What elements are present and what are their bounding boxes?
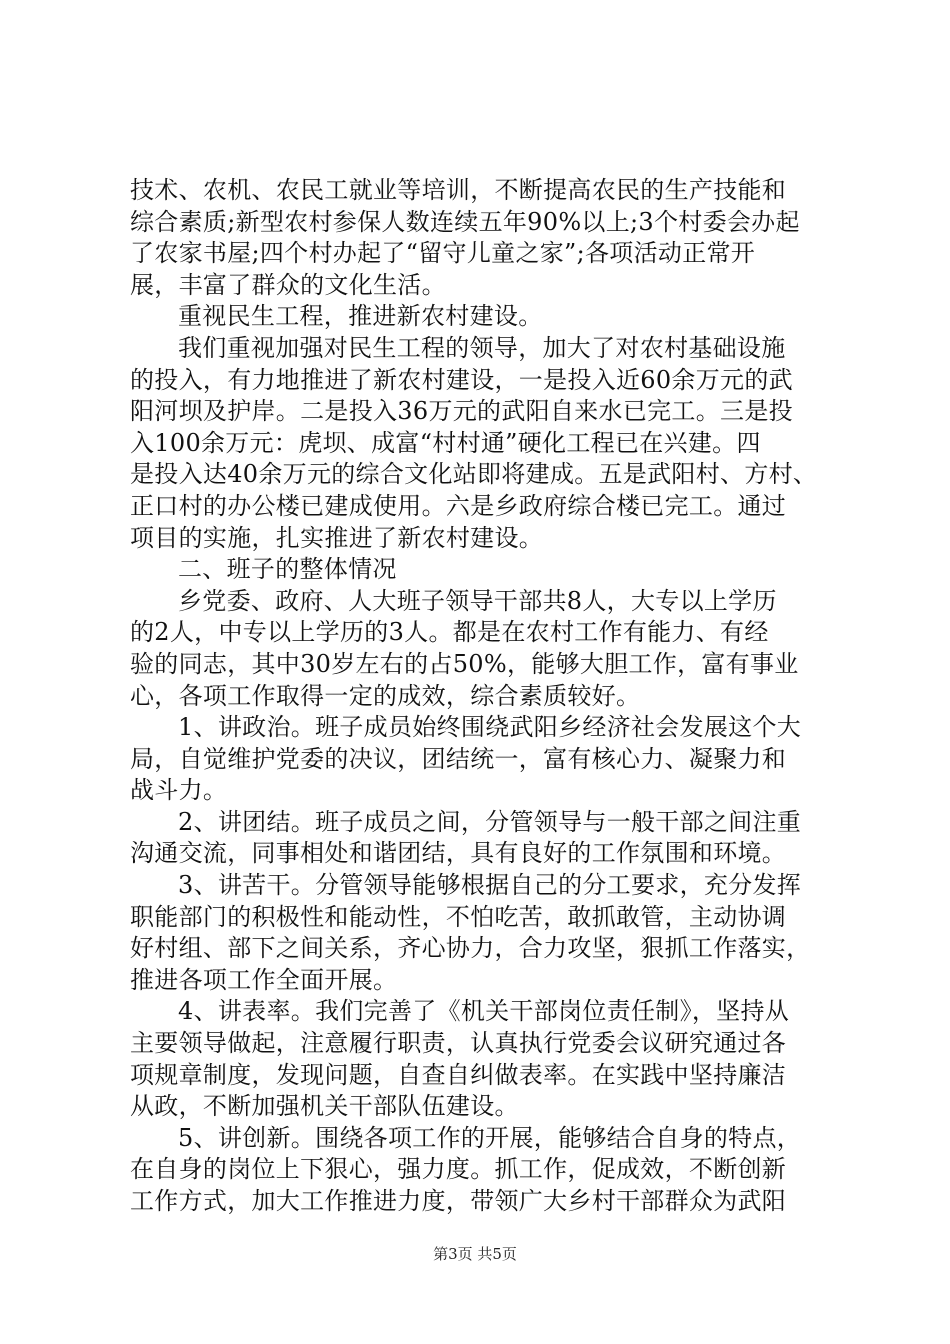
page-number-footer: 第3页 共5页 [433,1245,517,1263]
text-line: 战斗力。 [130,776,228,805]
body-text [130,175,830,1218]
section-heading: 重视民生工程，推进新农村建设。 [178,302,543,331]
text-line: 验的同志，其中30岁左右的占50%，能够大胆工作，富有事业 [130,649,799,678]
section-heading: 二、班子的整体情况 [178,555,397,584]
text-line: 综合素质;新型农村参保人数连续五年90%以上;3个村委会办起 [130,207,800,236]
text-line: 的投入，有力地推进了新农村建设，一是投入近60余万元的武 [130,365,793,394]
text-line: 推进各项工作全面开展。 [130,965,398,994]
text-line: 2、讲团结。班子成员之间，分管领导与一般干部之间注重 [178,807,802,836]
text-line: 主要领导做起，注意履行职责，认真执行党委会议研究通过各 [130,1029,787,1058]
text-line: 正口村的办公楼已建成使用。六是乡政府综合楼已完工。通过 [130,491,787,520]
text-line: 项规章制度，发现问题，自查自纠做表率。在实践中坚持廉洁 [130,1060,787,1089]
text-line: 局，自觉维护党委的决议，团结统一，富有核心力、凝聚力和 [130,744,787,773]
text-line: 阳河坝及护岸。二是投入36万元的武阳自来水已完工。三是投 [130,397,793,426]
text-line: 乡党委、政府、人大班子领导干部共8人，大专以上学历 [178,586,777,615]
text-line: 4、讲表率。我们完善了《机关干部岗位责任制》，坚持从 [178,997,790,1026]
text-line: 5、讲创新。围绕各项工作的开展，能够结合自身的特点， [178,1123,802,1152]
text-line: 沟通交流，同事相处和谐团结，具有良好的工作氛围和环境。 [130,839,787,868]
text-line: 技术、农机、农民工就业等培训，不断提高农民的生产技能和 [130,176,787,204]
text-line: 了农家书屋;四个村办起了“留守儿童之家”;各项活动正常开 [130,239,756,268]
text-line: 入100余万元：虎坝、成富“村村通”硬化工程已在兴建。四 [130,428,761,457]
text-line: 3、讲苦干。分管领导能够根据自己的分工要求，充分发挥 [178,871,802,900]
text-line: 是投入达40余万元的综合文化站即将建成。五是武阳村、方村、 [130,460,818,489]
text-line: 好村组、部下之间关系，齐心协力，合力攻坚，狠抓工作落实， [130,934,811,963]
text-line: 工作方式，加大工作推进力度，带领广大乡村干部群众为武阳 [130,1187,787,1215]
text-line: 展，丰富了群众的文化生活。 [130,270,446,299]
text-line: 我们重视加强对民生工程的领导，加大了对农村基础设施 [178,333,786,362]
text-line: 从政，不断加强机关干部队伍建设。 [130,1092,519,1121]
text-line: 心，各项工作取得一定的成效，综合素质较好。 [130,681,641,710]
text-line: 在自身的岗位上下狠心，强力度。抓工作，促成效，不断创新 [130,1155,787,1184]
text-line: 1、讲政治。班子成员始终围绕武阳乡经济社会发展这个大 [178,713,802,742]
text-line: 的2人，中专以上学历的3人。都是在农村工作有能力、有经 [130,618,769,647]
text-line: 项目的实施，扎实推进了新农村建设。 [130,523,544,552]
text-line: 职能部门的积极性和能动性，不怕吃苦，敢抓敢管，主动协调 [130,902,787,931]
